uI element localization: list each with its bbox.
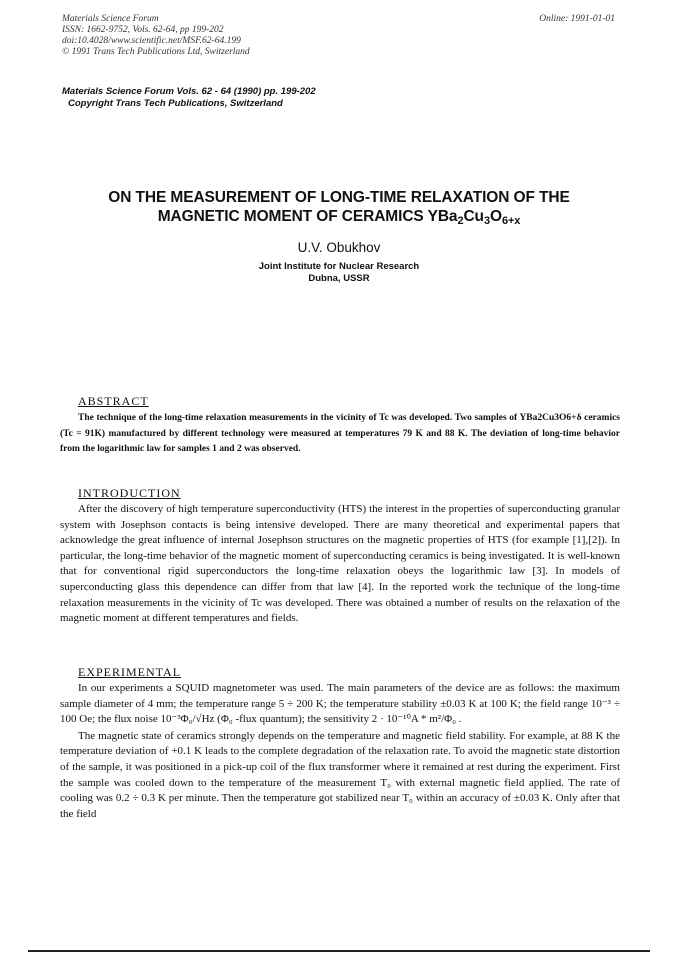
experimental-paragraph-2: The magnetic state of ceramics strongly depends on the temperature and magnetic field stability. For example, at 88 K the temperature deviation of +0.1 K leads to the complete degradation of the relaxation rate. To avoid the magnetic state distortion of the sample, it was positioned in a pick-up coil of the flux transformer where it remained at rest during the experiment. First the sample was cooled down to the temperature of the measurement T₀ with external magnetic field applied. The rate of cooling was 0.2 ÷ 0.3 K per minute. Then the temperature got stabilized near T₀ within an accuracy of ±0.03 K. Only after that the field [60,729,620,820]
paper-title [40,188,638,226]
online-date: Online: 1991-01-01 [539,14,615,24]
meta-line: Materials Science Forum [62,14,159,24]
experimental-section [60,665,620,822]
affiliation-line: Joint Institute for Nuclear Research [258,261,420,272]
author-name: U.V. Obukhov [297,240,381,255]
title-line-2: MAGNETIC MOMENT OF CERAMICS $YBa_2Cu_3O_{6+x}$ [157,208,521,227]
abstract-text: The technique of the long-time relaxation measurements in the vicinity of Tc was developed. Two samples of YBa2Cu3O6+δ ceramics (Tc = 91K) manufactured by different technology were measured at temperatures 79 K and 88 K. The deviation of long-time behavior from the logarithmic law for samples 1 and 2 was observed. [60,413,620,454]
meta-line: ISSN: 1662-9752, Vols. 62-64, pp 199-202 [62,25,224,35]
abstract-heading: ABSTRACT [78,394,149,408]
journal-copyright: Copyright Trans Tech Publications, Switzerland [68,98,283,109]
affiliation-line: Dubna, USSR [308,273,370,284]
footer-rule [28,950,650,952]
meta-line: doi:10.4028/www.scientific.net/MSF.62-64.199 [62,36,241,46]
experimental-heading: EXPERIMENTAL [78,665,182,679]
meta-line: © 1991 Trans Tech Publications Ltd, Switzerland [62,47,250,57]
experimental-paragraph-1: In our experiments a SQUID magnetometer was used. The main parameters of the device are as follows: the maximum sample diameter of 4 mm; the temperature range 5 ÷ 200 K; the temperature stability ±0.03 K at 100 K; the field range 10⁻³ ÷ 100 Oe; the flux noise 10⁻³Φ₀/√Hz (Φ₀ -flux quantum); the sensitivity 2 · 10⁻¹⁰A * m²/Φ₀ . [60,682,620,726]
affiliation [0,261,678,285]
introduction-heading: INTRODUCTION [78,486,181,500]
journal-citation: Materials Science Forum Vols. 62 - 64 (1990) pp. 199-202 [62,86,316,97]
abstract-section [60,394,620,458]
publication-metadata [62,14,250,58]
journal-info [62,86,316,110]
introduction-text: After the discovery of high temperature superconductivity (HTS) the interest in the properties of superconducting granular system with Josephson contacts is being intensive developed. There are many theoretical and experimental papers that acknowledge the great influence of internal Josephson structures on the magnetic properties of HTS (for example [1],[2]). In particular, the long-time behavior of the magnetic moment of superconducting ceramics is being investigated. It is well-known that for conventional rigid superconductors the long-time relaxation obeys the logarithmic law [3]. In models of superconducting glass this dependence can differ from that law [4]. In the reported work the technique of the long-time relaxation measurements in the vicinity of Tc was developed. There was obtained a number of results on the relaxation of the magnetic moment at different temperatures and fields. [60,503,620,625]
introduction-section [60,486,620,627]
title-line-1: ON THE MEASUREMENT OF LONG-TIME RELAXATION OF THE [108,189,570,206]
